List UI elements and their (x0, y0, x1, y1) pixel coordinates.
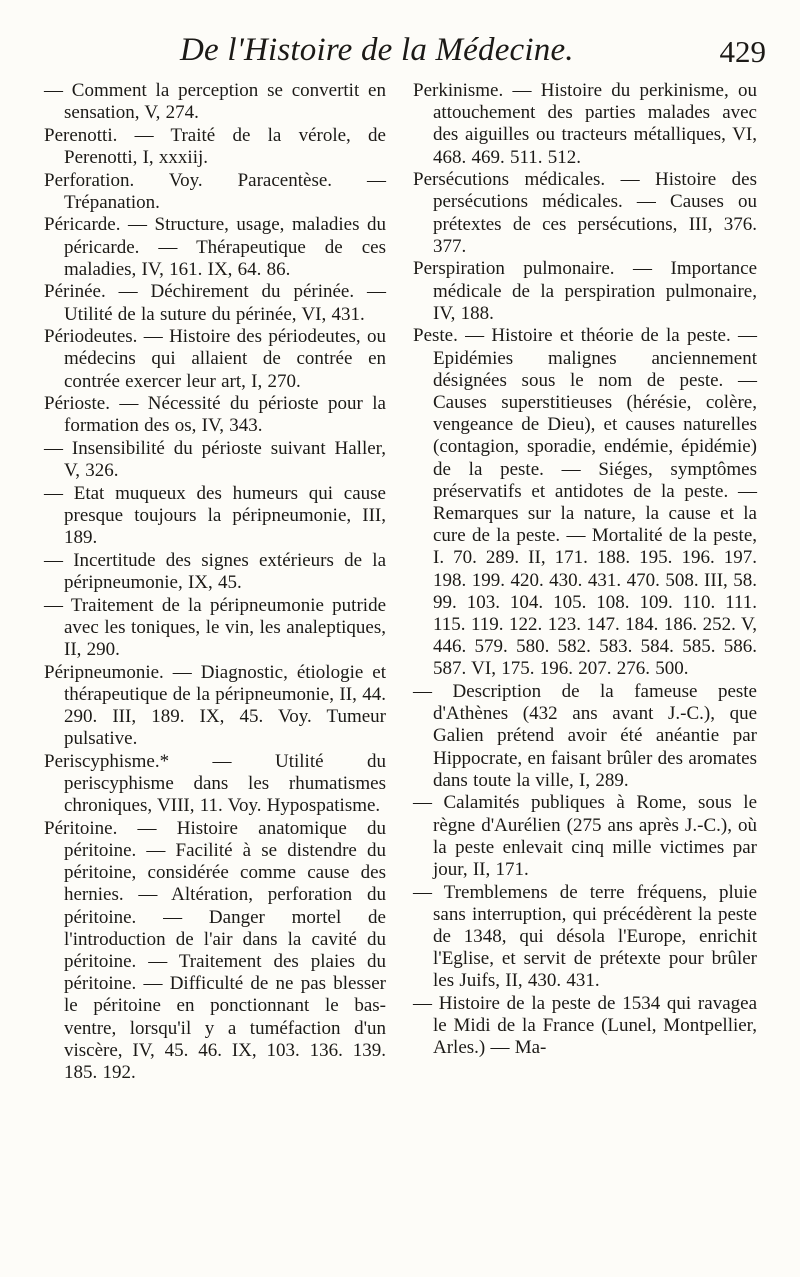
index-entry: Periscyphisme.* — Utilité du periscyphisme dans les rhumatismes chroniques, VIII, 11. Voy. Hypospatisme. (44, 750, 386, 817)
index-entry: — Comment la perception se convertit en sensation, V, 274. (44, 80, 386, 124)
index-entry: Perforation. Voy. Paracentèse. — Trépanation. (44, 169, 386, 213)
index-entry: — Tremblemens de terre fréquens, pluie sans interruption, qui précédèrent la peste de 1348, qui désola l'Europe, enrichit l'Eglise, et servit de prétexte pour brûler les Juifs, II, 430. 431. (413, 881, 757, 992)
index-entry: — Calamités publiques à Rome, sous le règne d'Aurélien (275 ans après J.-C.), où la peste enlevait cinq mille victimes par jour, II, 171. (413, 792, 757, 881)
index-entry: Peste. — Histoire et théorie de la peste. — Epidémies malignes anciennement désignées sous le nom de peste. — Causes superstitieuses (hérésie, colère, vengeance de Dieu), et causes naturelles (contagion, sporadie, endémie, épidémie) de la peste. — Siéges, symptômes préservatifs et antidotes de la peste. — Remarques sur la nature, la cause et la cure de la peste. — Mortalité de la peste, I. 70. 289. II, 171. 188. 195. 196. 197. 198. 199. 420. 430. 431. 470. 508. III, 58. 99. 103. 104. 105. 108. 109. 110. 111. 115. 119. 122. 123. 147. 184. 186. 252. V, 446. 579. 580. 582. 583. 584. 585. 586. 587. VI, 175. 196. 207. 276. 500. (413, 325, 757, 680)
index-entry: Périnée. — Déchirement du périnée. — Utilité de la suture du périnée, VI, 431. (44, 281, 386, 325)
left-column (44, 80, 386, 1085)
index-entry: — Etat muqueux des humeurs qui cause presque toujours la péripneumonie, III, 189. (44, 482, 386, 549)
page-number: 429 (719, 34, 766, 69)
index-entry: Perenotti. — Traité de la vérole, de Perenotti, I, xxxiij. (44, 124, 386, 168)
index-entry: — Insensibilité du périoste suivant Haller, V, 326. (44, 437, 386, 482)
index-entry: Perkinisme. — Histoire du perkinisme, ou attouchement des parties malades avec des aiguilles ou tracteurs métalliques, VI, 468. 469. 511. 512. (413, 80, 757, 168)
index-entry: Péritoine. — Histoire anatomique du péritoine. — Facilité à se distendre du péritoine, considérée comme cause des hernies. — Altération, perforation du péritoine. — Danger mortel de l'introduction de l'air dans la cavité du péritoine. — Traitement des plaies du péritoine. — Difficulté de ne pas blesser le péritoine en ponctionnant le bas-ventre, lorsqu'il y a tuméfaction d'un viscère, IV, 45. 46. IX, 103. 136. 139. 185. 192. (44, 817, 386, 1084)
index-entry: Périoste. — Nécessité du périoste pour la formation des os, IV, 343. (44, 393, 386, 437)
index-entry: — Incertitude des signes extérieurs de la péripneumonie, IX, 45. (44, 549, 386, 593)
running-title: De l'Histoire de la Médecine. (180, 32, 574, 68)
index-entry: Péricarde. — Structure, usage, maladies du péricarde. — Thérapeutique de ces maladies, IV, 161. IX, 64. 86. (44, 214, 386, 280)
index-entry: Perspiration pulmonaire. — Importance médicale de la perspiration pulmonaire, IV, 188. (413, 258, 757, 324)
index-entry: — Description de la fameuse peste d'Athènes (432 ans avant J.-C.), que Galien prétend avoir été anéantie par Hippocrate, en faisant brûler des aromates dans toute la ville, I, 289. (413, 681, 757, 791)
index-entry: Péripneumonie. — Diagnostic, étiologie et thérapeutique de la péripneumonie, II, 44. 290. III, 189. IX, 45. Voy. Tumeur pulsative. (44, 661, 386, 750)
index-entry: — Histoire de la peste de 1534 qui ravagea le Midi de la France (Lunel, Montpellier, Arles.) — Ma- (413, 993, 757, 1059)
index-entry: Périodeutes. — Histoire des périodeutes, ou médecins qui allaient de contrée en contrée exercer leur art, I, 270. (44, 326, 386, 392)
index-entry: Persécutions médicales. — Histoire des persécutions médicales. — Causes ou prétextes de ces persécutions, III, 376. 377. (413, 169, 757, 257)
page-header (40, 28, 770, 76)
right-column (413, 80, 757, 1060)
index-entry: — Traitement de la péripneumonie putride avec les toniques, le vin, les analeptiques, II, 290. (44, 594, 386, 660)
